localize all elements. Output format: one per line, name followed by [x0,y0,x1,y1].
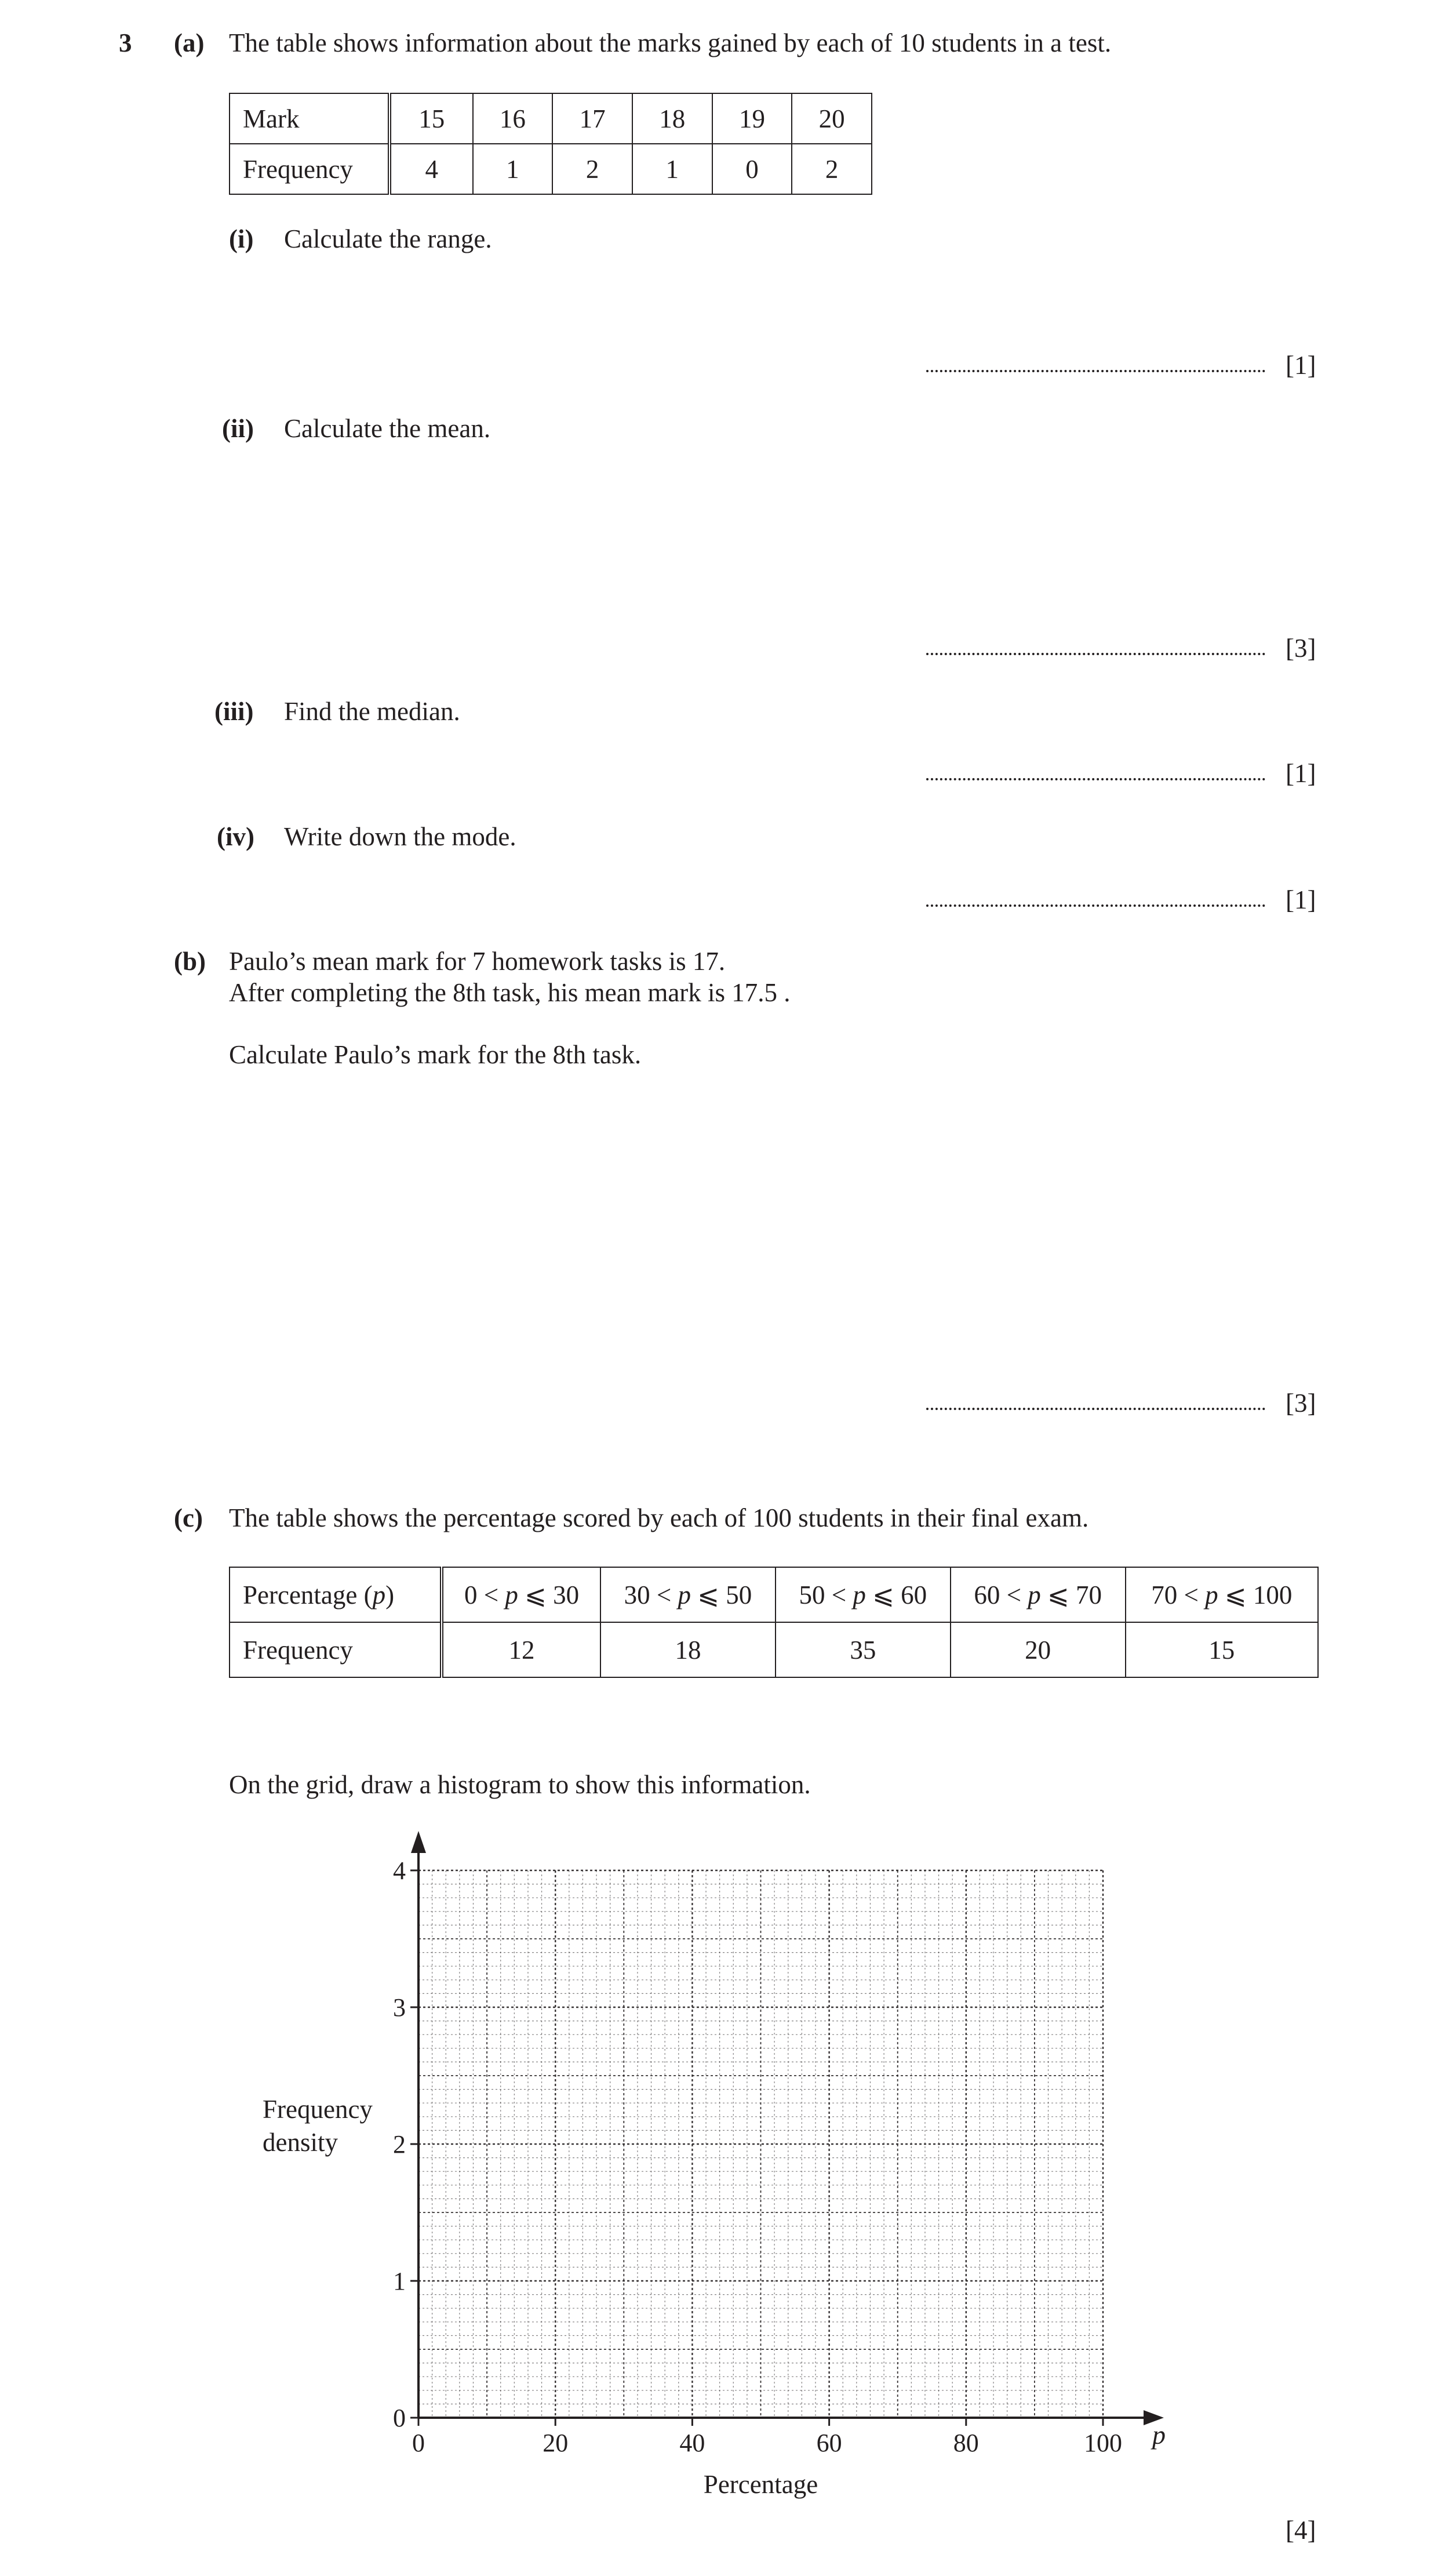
axes [410,1831,1164,2426]
x-tick-label: 20 [543,2429,569,2457]
y-tick-label: 3 [393,1993,406,2022]
subpart-iv-text: Write down the mode. [284,822,516,851]
interval-cell: 50 < p ⩽ 60 [776,1567,951,1622]
frequency-row-header: Frequency [230,144,389,194]
marks-b: [3] [1286,1389,1316,1418]
interval-cell: 70 < p ⩽ 100 [1126,1567,1318,1622]
y-axis-title-line1: Frequency [263,2095,373,2124]
frequency-cell: 18 [600,1622,776,1677]
x-axis-title: Percentage [703,2470,818,2499]
mark-cell: 16 [473,93,553,144]
marks-iii: [1] [1286,759,1316,788]
frequency-cell: 4 [389,144,473,194]
part-b-line1: Paulo’s mean mark for 7 homework tasks is 17. [229,947,726,976]
interval-cell: 30 < p ⩽ 50 [600,1567,776,1622]
subpart-i-label: (i) [229,224,254,253]
x-tick-label: 80 [953,2429,979,2457]
marks-i: [1] [1286,351,1316,380]
subpart-iii-text: Find the median. [284,697,460,726]
part-b-line2: After completing the 8th task, his mean mark is 17.5 . [229,978,791,1007]
marks-table [229,93,872,195]
frequency-cell: 1 [632,144,712,194]
part-c-intro: The table shows the percentage scored by each of 100 students in their final exam. [229,1503,1089,1532]
answer-line-iv[interactable] [926,904,1265,907]
percentage-table [229,1567,1319,1678]
frequency-cell: 12 [442,1622,600,1677]
y-tick-label: 4 [393,1856,406,1885]
answer-line-ii[interactable] [926,653,1265,655]
frequency-cell: 0 [712,144,792,194]
subpart-i-text: Calculate the range. [284,224,492,253]
x-tick-label: 40 [679,2429,705,2457]
x-tick-label: 0 [412,2429,425,2457]
mark-cell: 18 [632,93,712,144]
part-c-label: (c) [174,1503,203,1532]
frequency-cell: 1 [473,144,553,194]
subpart-ii-label: (ii) [222,414,254,443]
frequency-row-header: Frequency [230,1622,442,1677]
histogram-grid[interactable] [0,1815,1438,2568]
mark-cell: 15 [389,93,473,144]
frequency-cell: 20 [951,1622,1126,1677]
marks-c: [4] [1286,2516,1316,2545]
x-tick-label: 60 [816,2429,842,2457]
x-variable-label: p [1152,2420,1166,2450]
frequency-cell: 15 [1126,1622,1318,1677]
y-tick-label: 1 [393,2267,406,2295]
mark-cell: 20 [792,93,872,144]
y-axis-title-line2: density [263,2128,338,2157]
question-number: 3 [119,28,132,57]
mark-row-header: Mark [230,93,389,144]
part-b-label: (b) [174,947,206,976]
part-a-label: (a) [174,28,205,57]
y-tick-label: 0 [393,2404,406,2432]
subpart-iv-label: (iv) [217,822,254,851]
part-b-instruction: Calculate Paulo’s mark for the 8th task. [229,1040,642,1069]
interval-cell: 60 < p ⩽ 70 [951,1567,1126,1622]
interval-cell: 0 < p ⩽ 30 [442,1567,600,1622]
y-tick-label: 2 [393,2130,406,2159]
part-c-instruction: On the grid, draw a histogram to show this information. [229,1770,811,1799]
part-a-intro: The table shows information about the marks gained by each of 10 students in a test. [229,28,1112,57]
axis-labels [263,1856,1166,2499]
x-tick-label: 100 [1084,2429,1122,2457]
y-axis-arrow-icon [411,1831,426,1853]
marks-ii: [3] [1286,634,1316,663]
frequency-cell: 35 [776,1622,951,1677]
subpart-ii-text: Calculate the mean. [284,414,491,443]
answer-line-i[interactable] [926,370,1265,372]
mark-cell: 17 [552,93,632,144]
answer-line-iii[interactable] [926,778,1265,780]
answer-line-b[interactable] [926,1408,1265,1410]
frequency-cell: 2 [792,144,872,194]
percentage-row-header: Percentage (p) [230,1567,442,1622]
marks-iv: [1] [1286,885,1316,914]
mark-cell: 19 [712,93,792,144]
subpart-iii-label: (iii) [214,697,254,726]
frequency-cell: 2 [552,144,632,194]
